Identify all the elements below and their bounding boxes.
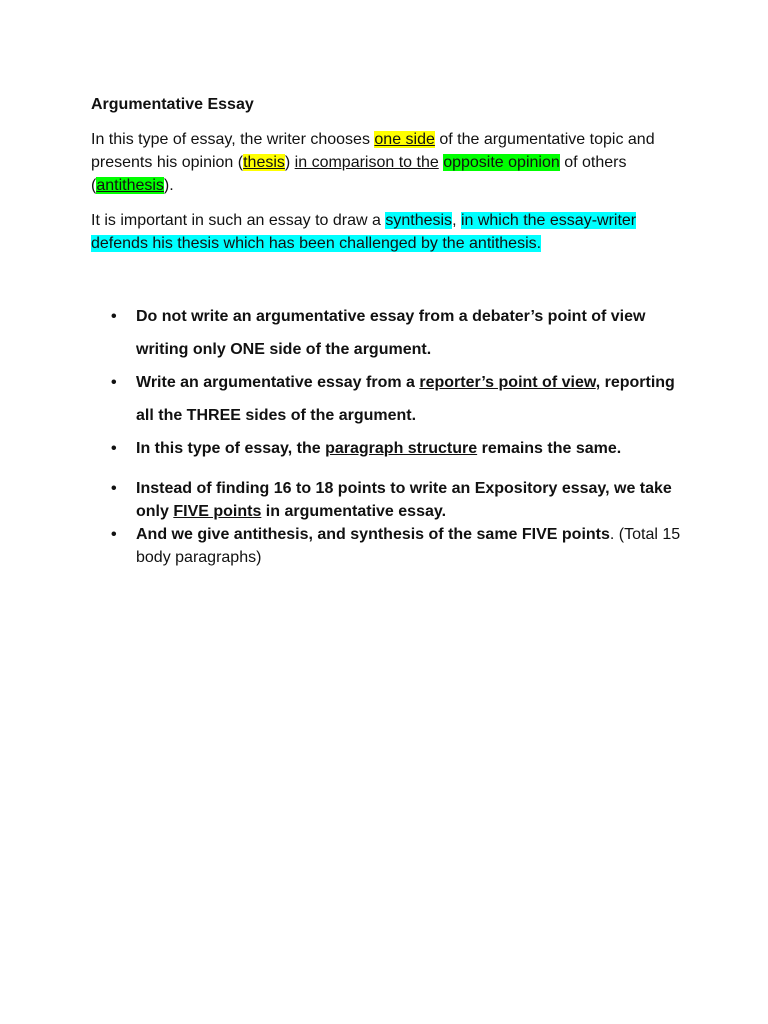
- bullet-text: And we give antithesis, and synthesis of the same FIVE points: [136, 526, 610, 543]
- underline-paragraph-structure: paragraph structure: [325, 440, 478, 457]
- highlight-thesis: thesis: [243, 154, 285, 171]
- bullet-text: Instead of finding 16 to 18 points to write an Expository essay, we take only: [136, 480, 672, 520]
- text-run: ,: [452, 212, 461, 229]
- bullet-icon: •: [111, 308, 117, 325]
- underline-reporters-view: reporter’s point of view: [419, 374, 596, 391]
- text-run: ): [284, 154, 295, 171]
- highlight-opposite-opinion: opposite opinion: [443, 154, 560, 171]
- bullet-icon: •: [111, 374, 117, 391]
- bullet-text: remains the same.: [477, 440, 622, 457]
- bullet-list: [91, 300, 691, 569]
- bullet-icon: •: [111, 480, 117, 497]
- document-title: Argumentative Essay: [91, 96, 254, 113]
- highlight-synthesis: synthesis: [385, 212, 453, 229]
- list-item: [91, 432, 691, 465]
- text-run: ).: [163, 177, 174, 194]
- bullet-text: Write an argumentative essay from a: [136, 374, 420, 391]
- highlight-one-side: one side: [374, 131, 435, 148]
- text-run: of the argumentative topic and presents his opinion (: [91, 131, 655, 171]
- synthesis-paragraph: [91, 209, 681, 255]
- bullet-text: In this type of essay, the: [136, 440, 326, 457]
- list-item: [91, 477, 691, 523]
- bullet-text: in argumentative essay.: [261, 503, 447, 520]
- bullet-text: , reporting all the THREE sides of the argument.: [136, 374, 675, 424]
- text-run: of others (: [91, 154, 627, 194]
- list-item: [91, 523, 691, 569]
- list-item: [91, 366, 691, 432]
- underline-five-points: FIVE points: [173, 503, 262, 520]
- highlight-antithesis: antithesis: [96, 177, 164, 194]
- intro-paragraph: [91, 128, 681, 197]
- highlight-synthesis-explanation: in which the essay-writer defends his thesis which has been challenged by the antithesis.: [91, 212, 637, 252]
- underline-comparison: in comparison to the: [294, 154, 439, 171]
- bullet-text-normal: . (Total 15 body paragraphs): [136, 526, 681, 566]
- text-run: In this type of essay, the writer chooses: [91, 131, 375, 148]
- list-item: [91, 300, 691, 366]
- bullet-text: Do not write an argumentative essay from a debater’s point of view writing only ONE side of the argument.: [136, 308, 646, 358]
- text-run: It is important in such an essay to draw a: [91, 212, 386, 229]
- bullet-icon: •: [111, 440, 117, 457]
- bullet-icon: •: [111, 526, 117, 543]
